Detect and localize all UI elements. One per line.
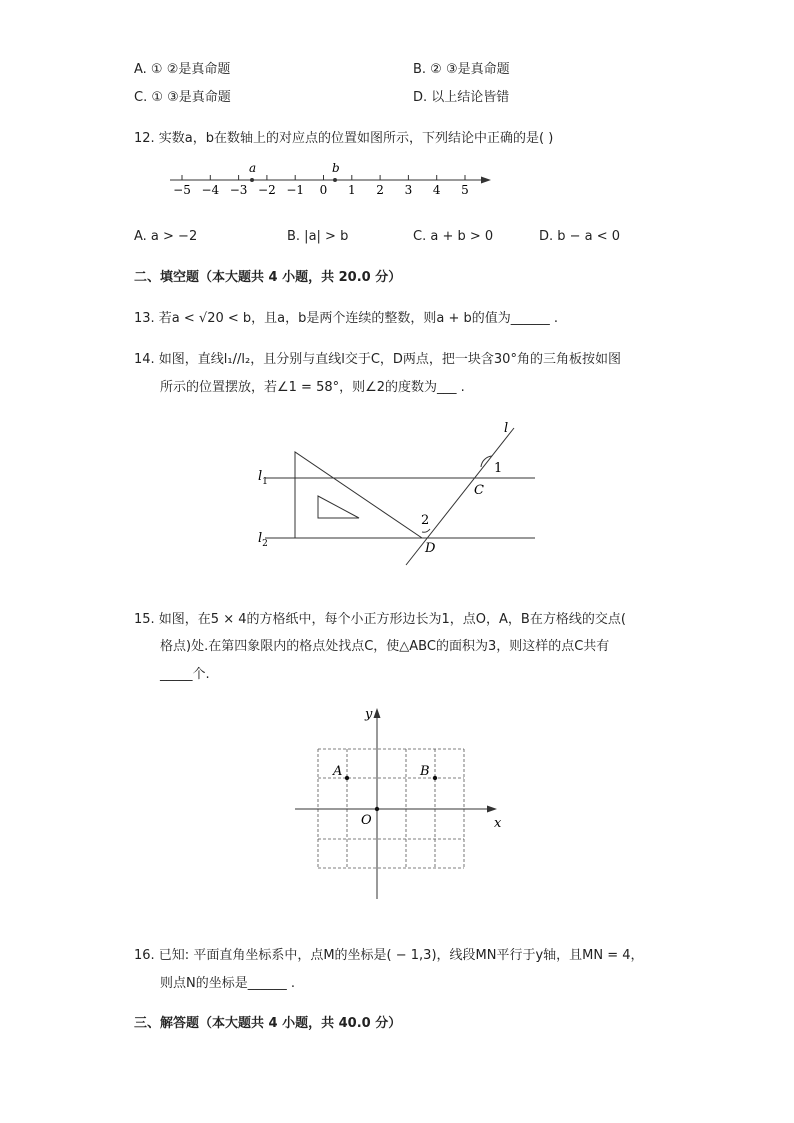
point-a [250, 178, 254, 182]
point-b [433, 776, 437, 780]
q11-option-a: A. ① ②是真命题 [134, 62, 231, 77]
q15-line2: 格点)处.在第四象限内的格点处找点C，使△ABC的面积为3，则这样的点C共有 [160, 639, 610, 654]
q14-figure [254, 420, 554, 570]
number-line-tick-label: −3 [229, 183, 248, 197]
q12-stem: 12. 实数a，b在数轴上的对应点的位置如图所示，下列结论中正确的是( ) [134, 131, 554, 146]
label-l1: $l_1$ [258, 469, 268, 487]
q12-option-b: B. |a| > b [287, 229, 349, 244]
number-line-tick-label: 1 [347, 183, 356, 197]
q14-line1: 14. 如图，直线l₁//l₂，且分别与直线l交于C，D两点，把一块含30°角的三角板按如图 [134, 352, 621, 367]
label-l: l [504, 421, 509, 436]
number-line-figure [165, 158, 505, 198]
section3-header: 三、解答题（本大题共 4 小题，共 40.0 分） [134, 1016, 402, 1031]
number-line-ticks [173, 175, 469, 197]
q12-option-a: A. a > −2 [134, 229, 198, 244]
number-line-tick-label: 4 [432, 183, 441, 197]
x-axis-arrow [487, 806, 497, 813]
label-c: C [474, 483, 484, 498]
q15-line1: 15. 如图，在5 × 4的方格纸中，每个小正方形边长为1，点O，A，B在方格线的交点( [134, 612, 626, 627]
triangle-ruler-outer [295, 452, 422, 538]
number-line-tick-label: −4 [201, 183, 220, 197]
point-b-label: b [332, 161, 340, 175]
q14-line2: 所示的位置摆放，若∠1 = 58°，则∠2的度数为___ . [160, 380, 465, 395]
q15-line3: _____个. [160, 667, 210, 682]
point-b [333, 178, 337, 182]
line-l [406, 428, 514, 565]
q11-option-c: C. ① ③是真命题 [134, 90, 231, 105]
number-line-tick-label: −2 [258, 183, 276, 197]
angle-2-arc [422, 529, 430, 532]
q12-option-d: D. b − a < 0 [539, 229, 621, 244]
label-y: y [365, 707, 373, 722]
triangle-ruler-inner [318, 496, 359, 518]
label-d: D [425, 541, 436, 556]
q11-option-d: D. 以上结论皆错 [413, 90, 510, 105]
q11-option-b: B. ② ③是真命题 [413, 62, 510, 77]
q12-option-c: C. a + b > 0 [413, 229, 494, 244]
y-axis-arrow [374, 708, 381, 718]
point-a-label: a [249, 161, 257, 175]
point-o [375, 807, 379, 811]
label-b: B [420, 764, 430, 779]
number-line-tick-label: 3 [404, 183, 413, 197]
label-angle-1: 1 [494, 461, 503, 476]
label-angle-2: 2 [421, 513, 430, 528]
label-a: A [333, 764, 343, 779]
section2-header: 二、填空题（本大题共 4 小题，共 20.0 分） [134, 270, 402, 285]
number-line-tick-label: −1 [286, 183, 305, 197]
number-line-arrow [481, 177, 491, 184]
label-l2: $l_2$ [258, 531, 268, 549]
q16-line1: 16. 已知: 平面直角坐标系中，点M的坐标是( − 1,3)，线段MN平行于y轴，且MN = 4， [134, 948, 644, 963]
label-o: O [361, 813, 372, 828]
q13-text: 13. 若a < √20 < b，且a，b是两个连续的整数，则a + b的值为______ . [134, 311, 559, 326]
number-line-tick-label: 2 [376, 183, 384, 197]
number-line-tick-label: 5 [461, 183, 469, 197]
number-line-tick-label: 0 [319, 183, 328, 197]
q15-grid-figure [290, 703, 520, 903]
number-line-tick-label: −5 [173, 183, 191, 197]
q16-line2: 则点N的坐标是______ . [160, 976, 295, 991]
point-a [345, 776, 349, 780]
label-x: x [494, 816, 502, 831]
